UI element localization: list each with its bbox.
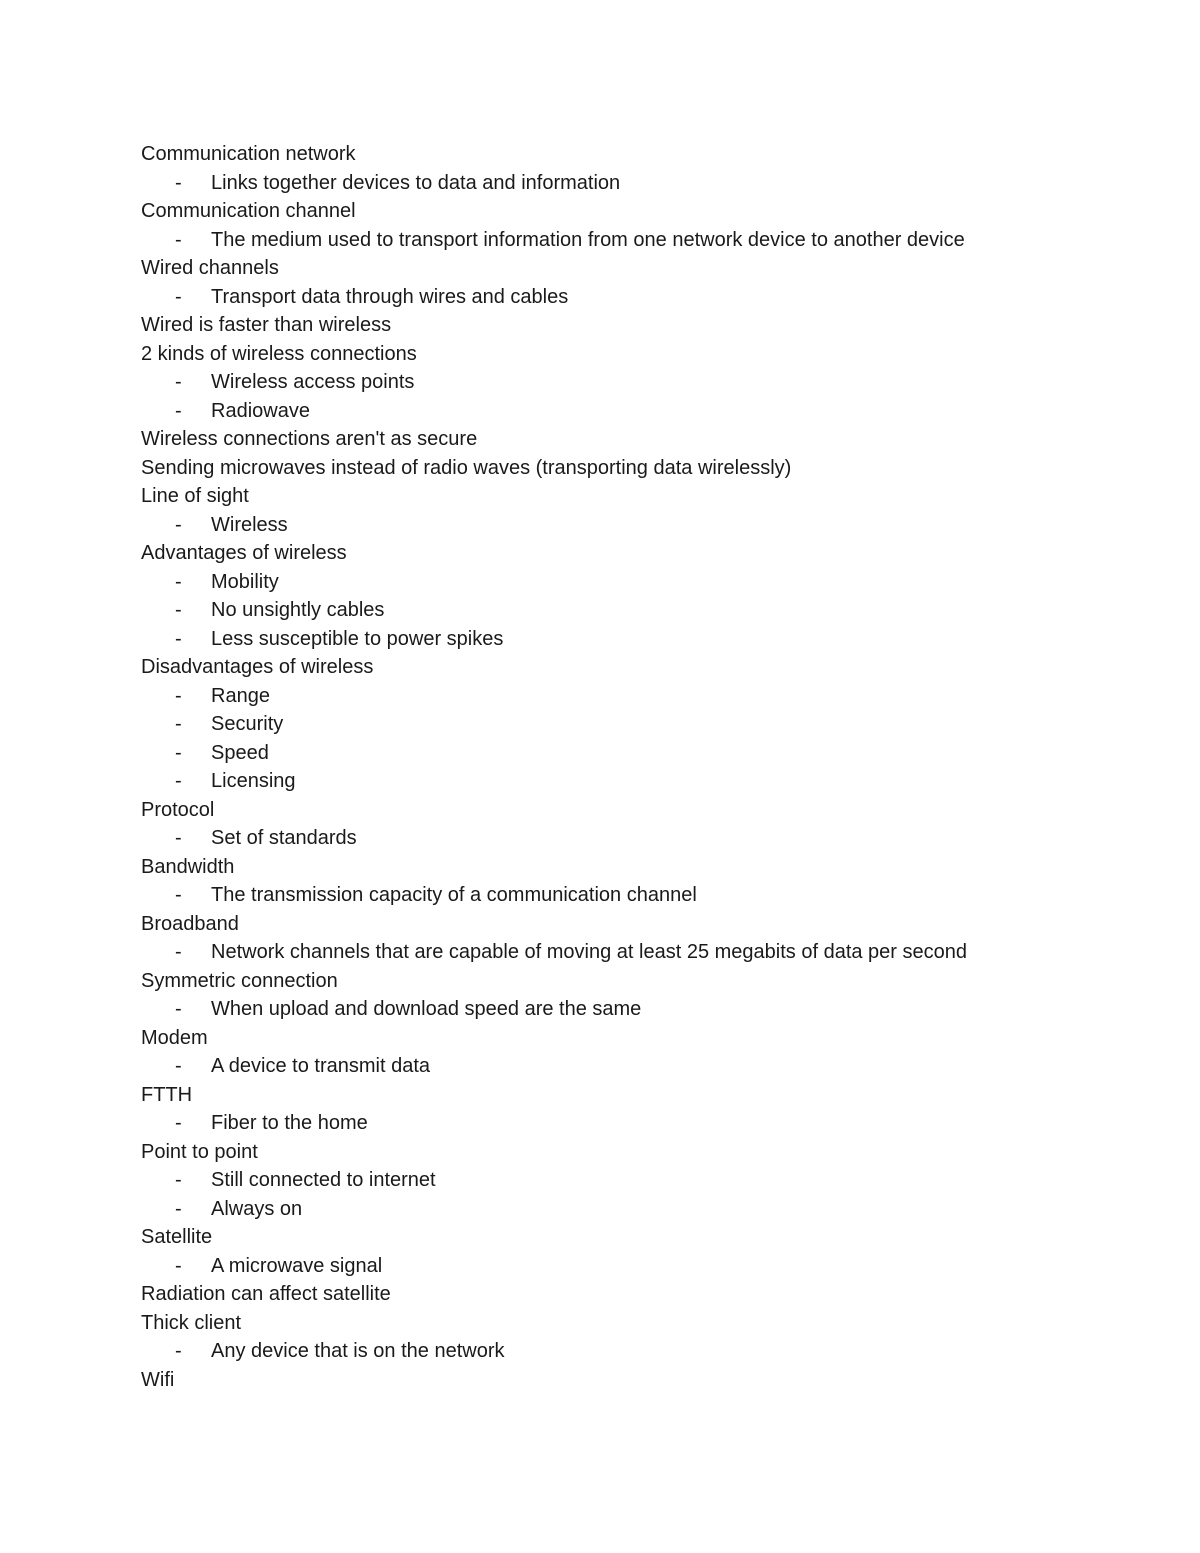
bullet-dash: - [175,1340,182,1362]
bullet-dash: - [175,998,182,1020]
bullet-text: Less susceptible to power spikes [211,627,504,650]
bullet-text: Wireless access points [211,371,415,393]
bullet-text: Any device that is on the network [211,1340,505,1362]
bullet-dash: - [175,713,182,735]
note-heading: Point to point [141,1140,258,1163]
note-heading: Wired is faster than wireless [141,314,392,336]
bullet-text: When upload and download speed are the same [211,998,642,1020]
note-heading: Advantages of wireless [141,542,347,564]
bullet-item [141,568,1141,597]
bullet-text: Links together devices to data and information [211,171,621,194]
bullet-dash: - [175,884,182,906]
note-heading: Line of sight [141,485,249,507]
note-heading: Wireless connections aren't as secure [141,428,478,450]
bullet-item [141,397,1141,426]
bullet-item [141,1166,1141,1195]
note-heading: Thick client [141,1311,242,1334]
bullet-dash: - [175,1112,182,1134]
note-heading: Modem [141,1026,208,1049]
bullet-text: Range [211,684,270,707]
bullet-item [141,710,1141,739]
bullet-text: The medium used to transport information from one network device to another device [211,228,965,251]
bullet-text: Mobility [211,570,279,593]
bullet-item [141,1337,1141,1366]
bullet-text: Speed [211,741,269,764]
bullet-text: Set of standards [211,827,357,849]
note-heading: Communication network [141,143,356,165]
bullet-dash: - [175,228,182,251]
bullet-dash: - [175,1197,182,1220]
note-heading: Bandwidth [141,855,235,878]
bullet-dash: - [175,684,182,707]
bullet-dash: - [175,513,182,536]
bullet-dash: - [175,1254,182,1277]
bullet-item [141,1052,1141,1081]
note-heading: 2 kinds of wireless connections [141,342,417,365]
bullet-text: Fiber to the home [211,1112,368,1134]
bullet-dash: - [175,570,182,593]
bullet-dash: - [175,371,182,393]
note-heading: Wired channels [141,257,279,279]
note-heading: FTTH [141,1083,193,1106]
note-heading: Symmetric connection [141,969,338,992]
note-heading: Broadband [141,912,239,935]
bullet-dash: - [175,741,182,764]
bullet-text: Network channels that are capable of moving at least 25 megabits of data per second [211,941,968,963]
notes-content [141,140,1141,1394]
note-heading: Protocol [141,798,215,821]
bullet-item [141,682,1141,711]
bullet-dash: - [175,827,182,849]
bullet-text: Security [211,713,284,735]
bullet-dash: - [175,770,182,792]
bullet-dash: - [175,941,182,963]
bullet-item [141,881,1141,910]
bullet-item [141,824,1141,853]
note-heading: Communication channel [141,200,356,222]
bullet-text: A device to transmit data [211,1055,431,1077]
bullet-dash: - [175,627,182,650]
bullet-text: Still connected to internet [211,1169,436,1191]
bullet-dash: - [175,1055,182,1077]
note-heading: Radiation can affect satellite [141,1283,391,1305]
bullet-item [141,596,1141,625]
note-heading: Sending microwaves instead of radio waves (transporting data wirelessly) [141,456,792,479]
bullet-dash: - [175,171,182,194]
bullet-item [141,1252,1141,1281]
bullet-dash: - [175,399,182,422]
bullet-text: The transmission capacity of a communication channel [211,884,697,906]
bullet-item [141,283,1141,312]
note-heading: Satellite [141,1226,213,1248]
bullet-text: A microwave signal [211,1254,383,1277]
bullet-item [141,511,1141,540]
bullet-dash: - [175,1169,182,1191]
note-heading: Disadvantages of wireless [141,656,374,678]
bullet-text: No unsightly cables [211,599,385,621]
bullet-item [141,938,1141,967]
bullet-item [141,995,1141,1024]
bullet-text: Wireless [211,513,288,536]
bullet-item [141,368,1141,397]
bullet-item [141,169,1141,198]
bullet-item [141,767,1141,796]
bullet-item [141,1195,1141,1224]
note-heading: Wifi [141,1368,175,1391]
bullet-dash: - [175,599,182,621]
bullet-item [141,1109,1141,1138]
bullet-text: Always on [211,1197,303,1220]
bullet-item [141,625,1141,654]
bullet-text: Licensing [211,770,296,792]
bullet-item [141,226,1141,255]
bullet-text: Transport data through wires and cables [211,285,569,308]
bullet-dash: - [175,285,182,308]
bullet-text: Radiowave [211,399,310,422]
bullet-item [141,739,1141,768]
